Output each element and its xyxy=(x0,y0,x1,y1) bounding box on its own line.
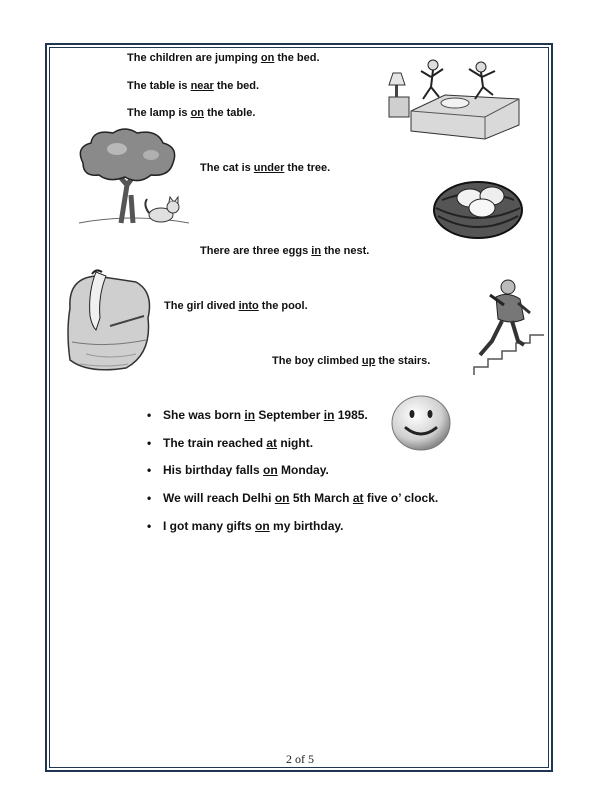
preposition: into xyxy=(238,300,259,312)
bullet-item-3: • His birthday falls on Monday. xyxy=(147,463,329,477)
bullet-item-2: • The train reached at night. xyxy=(147,436,314,450)
sentence-2: The table is near the bed. xyxy=(127,80,260,92)
bullet-item-1: • She was born in September in 1985. xyxy=(147,408,368,422)
bird-nest-eggs-illustration xyxy=(430,168,526,244)
girl-diving-illustration xyxy=(66,268,156,376)
sentence-3: The lamp is on the table. xyxy=(127,107,256,119)
page-number: 2 of 5 xyxy=(286,752,314,766)
bullet-item-4: • We will reach Delhi on 5th March at five o’ clock. xyxy=(147,491,439,505)
preposition: near xyxy=(190,80,214,92)
preposition: on xyxy=(260,52,275,64)
boy-climbing-stairs-illustration xyxy=(468,275,548,380)
smiley-face-icon xyxy=(390,394,452,452)
bullet-item-5: • I got many gifts on my birthday. xyxy=(147,519,344,533)
sentence-7: The boy climbed up the stairs. xyxy=(272,355,431,367)
preposition: on xyxy=(190,107,205,119)
sentence-1: The children are jumping on the bed. xyxy=(127,52,320,64)
preposition: up xyxy=(361,355,376,367)
sentence-6: The girl dived into the pool. xyxy=(164,300,308,312)
preposition: under xyxy=(253,162,285,174)
sentence-5: There are three eggs in the nest. xyxy=(200,245,370,257)
tree-with-cat-illustration xyxy=(73,125,193,230)
preposition: in xyxy=(311,245,322,257)
sentence-4: The cat is under the tree. xyxy=(200,162,331,174)
children-on-bed-illustration xyxy=(385,55,523,143)
